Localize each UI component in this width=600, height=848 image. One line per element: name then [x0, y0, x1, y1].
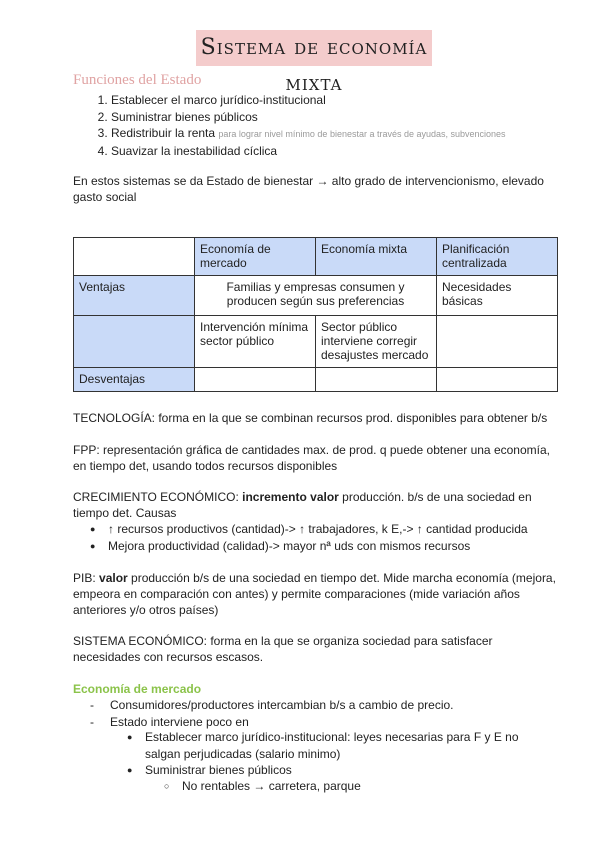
table-cell: [195, 368, 316, 392]
mercado-sub-sub-list: [164, 778, 564, 795]
table-header: Planificación centralizada: [437, 238, 558, 276]
list-item: 1. Establecer el marco jurídico-institucional: [111, 92, 600, 109]
list-item: - Estado interviene poco en: [90, 714, 560, 731]
table-cell: Intervención mínima sector público: [195, 316, 316, 368]
list-item: 4. Suavizar la inestabilidad cíclica: [111, 143, 600, 160]
table-row: [74, 276, 558, 316]
crecimiento-causas-list: [90, 521, 560, 554]
table-row: [74, 238, 558, 276]
list-item-note: para lograr nivel mínimo de bienestar a través de ayudas, subvenciones: [218, 129, 506, 139]
mercado-heading: Economía de mercado: [73, 682, 202, 696]
list-item: - Consumidores/productores intercambian b/s a cambio de precio.: [90, 697, 560, 714]
pib-text: PIB: valor producción b/s de una sociedad en tiempo det. Mide marcha economía (mejora, empeora en comparación con antes) y permite comparaciones (mide variación años anteriores y/o otros países): [73, 571, 556, 617]
table-header: Economía mixta: [316, 238, 437, 276]
table-header: Economía de mercado: [195, 238, 316, 276]
funciones-list: [73, 92, 600, 159]
page-title: Sistema de economía mixta: [196, 30, 432, 66]
funciones-heading: Funciones del Estado: [73, 72, 202, 88]
table-cell: [74, 238, 195, 276]
tecnologia-text: TECNOLOGÍA: forma en la que se combinan recursos prod. disponibles para obtener b/s: [73, 411, 548, 425]
table-cell: [74, 316, 195, 368]
table-cell: [437, 316, 558, 368]
table-cell: Sector público interviene corregir desajustes mercado: [316, 316, 437, 368]
list-item: ● ↑ recursos productivos (cantidad)-> ↑ trabajadores, k E,-> ↑ cantidad producida: [90, 521, 560, 538]
list-item: 2. Suministrar bienes públicos: [111, 109, 600, 126]
table-cell: Familias y empresas consumen y producen según sus preferencias: [195, 276, 437, 316]
desventajas-label: Desventajas: [74, 368, 195, 392]
ventajas-label: Ventajas: [74, 276, 195, 316]
list-item: ● Suministrar bienes públicos: [127, 762, 557, 779]
crecimiento-text: CRECIMIENTO ECONÓMICO: incremento valor producción. b/s de una sociedad en tiempo det. Causas: [73, 490, 532, 520]
comparison-table: [73, 237, 558, 392]
sistema-economico-text: SISTEMA ECONÓMICO: forma en la que se organiza sociedad para satisfacer necesidades con recursos escasos.: [73, 634, 493, 664]
estado-bienestar-text: En estos sistemas se da Estado de bienestar → alto grado de intervencionismo, elevado gasto social: [73, 174, 544, 204]
table-row: [74, 316, 558, 368]
list-item: ● Mejora productividad (calidad)-> mayor nª uds con mismos recursos: [90, 538, 560, 555]
list-item: 3. Redistribuir la renta para lograr nivel mínimo de bienestar a través de ayudas, subvenciones: [111, 125, 600, 143]
table-cell: Necesidades básicas: [437, 276, 558, 316]
table-cell: [437, 368, 558, 392]
mercado-list: [90, 697, 560, 730]
list-item: ● Establecer marco jurídico-institucional: leyes necesarias para F y E no salgan perjudicadas (salario minimo): [127, 729, 557, 762]
list-item: ○ No rentables → carretera, parque: [164, 778, 564, 795]
table-cell: [316, 368, 437, 392]
mercado-sub-list: [127, 729, 557, 779]
fpp-text: FPP: representación gráfica de cantidades max. de prod. q puede obtener una economía, en tiempo det, usando todos recursos disponibles: [73, 443, 550, 473]
table-row: [74, 368, 558, 392]
